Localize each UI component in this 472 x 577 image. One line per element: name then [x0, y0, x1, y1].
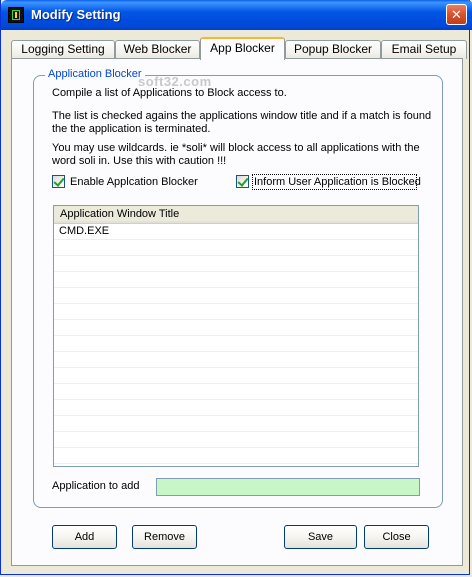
remove-button[interactable]: Remove — [132, 525, 197, 549]
list-item-empty — [54, 384, 418, 400]
list-item-empty — [54, 240, 418, 256]
list-item[interactable]: CMD.EXE — [54, 224, 418, 240]
enable-blocker-label: Enable Applcation Blocker — [70, 176, 198, 188]
list-item-empty — [54, 288, 418, 304]
add-button[interactable]: Add — [52, 525, 117, 549]
list-item-empty — [54, 320, 418, 336]
inform-user-checkbox[interactable] — [236, 175, 249, 188]
app-icon — [8, 7, 24, 23]
description-line-1: The list is checked agains the applications window title and if a match is found — [52, 110, 432, 122]
group-legend: Application Blocker — [45, 68, 145, 80]
tab-email-setup[interactable]: Email Setup — [381, 40, 467, 59]
application-to-add-input[interactable] — [156, 478, 420, 496]
column-header-window-title[interactable]: Application Window Title — [54, 206, 418, 223]
list-item-empty — [54, 368, 418, 384]
list-item-empty — [54, 352, 418, 368]
tab-app-blocker[interactable]: App Blocker — [200, 37, 285, 60]
list-item-empty — [54, 336, 418, 352]
save-button[interactable]: Save — [284, 525, 357, 549]
list-item-empty — [54, 272, 418, 288]
wildcard-note-line-2: word soli in. Use this with caution !!! — [52, 155, 227, 167]
description-line-2: the the application is terminated. — [52, 123, 211, 135]
list-item-empty — [54, 256, 418, 272]
intro-text: Compile a list of Applications to Block access to. — [52, 87, 287, 99]
window-title: Modify Setting — [31, 7, 121, 22]
watermark: soft32.com — [138, 74, 212, 89]
list-item-empty — [54, 400, 418, 416]
tab-web-blocker[interactable]: Web Blocker — [115, 40, 200, 59]
wildcard-note-line-1: You may use wildcards. ie *soli* will block access to all applications with the — [52, 142, 420, 154]
list-item-empty — [54, 304, 418, 320]
inform-user-label: Inform User Application is Blocked — [254, 176, 421, 188]
close-window-button[interactable] — [446, 4, 467, 25]
close-icon: ✕ — [451, 7, 462, 22]
blocked-apps-list[interactable] — [53, 205, 419, 467]
title-bar[interactable] — [1, 0, 472, 30]
enable-blocker-checkbox[interactable] — [52, 175, 65, 188]
application-to-add-label: Application to add — [52, 480, 140, 492]
list-header — [54, 206, 418, 224]
tab-popup-blocker[interactable]: Popup Blocker — [285, 40, 381, 59]
tab-logging-setting[interactable]: Logging Setting — [11, 40, 115, 59]
list-item-empty — [54, 448, 418, 464]
close-button[interactable]: Close — [364, 525, 429, 549]
list-item-empty — [54, 416, 418, 432]
list-item-empty — [54, 432, 418, 448]
